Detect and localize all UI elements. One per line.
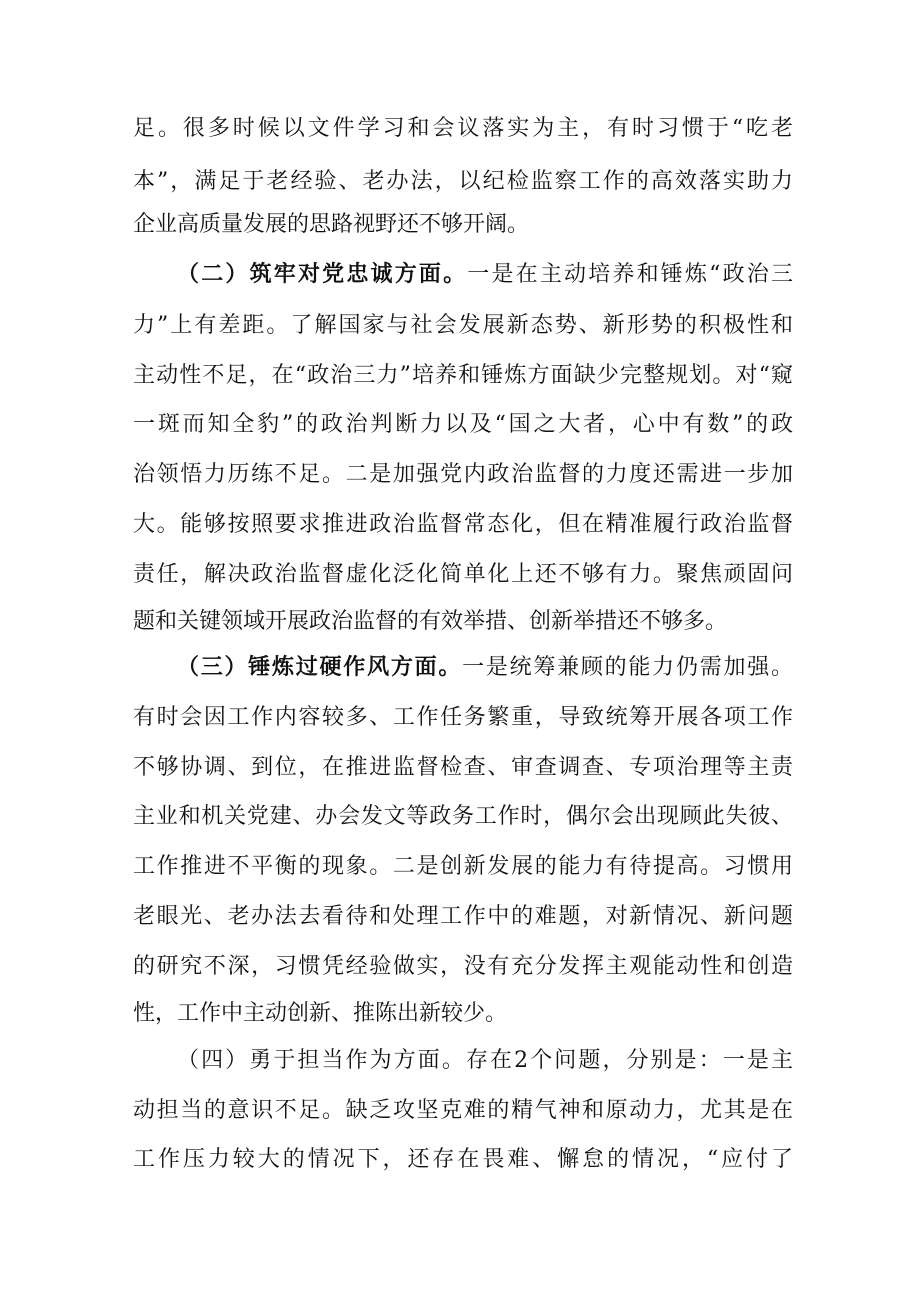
paragraph-3-line-5: 工作推进不平衡的现象。二是创新发展的能力有待提高。习惯用 [133,854,793,879]
paragraph-4-line-1: （四）勇于担当作为方面。存在2个问题，分别是：一是主 [177,1048,793,1073]
paragraph-3-line-7: 的研究不深，习惯凭经验做实，没有充分发挥主观能动性和创造 [133,954,793,979]
paragraph-3-line-4: 主业和机关党建、办会发文等政务工作时，偶尔会出现顾此失彼、 [133,804,793,829]
paragraph-2-line-4: 一斑而知全豹”的政治判断力以及“国之大者，心中有数”的政 [133,412,793,437]
paragraph-2-line-7: 责任，解决政治监督虚化泛化简单化上还不够有力。聚焦顽固问 [133,562,793,587]
paragraph-4-line-3: 工作压力较大的情况下，还存在畏难、懈怠的情况，“应付了 [133,1147,793,1172]
paragraph-1-line-3: 企业高质量发展的思路视野还不够开阔。 [133,212,530,237]
paragraph-3-heading: （三）锤炼过硬作风方面。 [177,655,463,680]
paragraph-2-line-5: 治领悟力历练不足。二是加强党内政治监督的力度还需进一步加 [133,462,793,487]
paragraph-4-line-2: 动担当的意识不足。缺乏攻坚克难的精气神和原动力，尤其是在 [133,1098,793,1123]
paragraph-3-line-3: 不够协调、到位，在推进监督检查、审查调查、专项治理等主责 [133,755,793,780]
paragraph-2-line-6: 大。能够按照要求推进政治监督常态化，但在精准履行政治监督 [133,512,793,537]
paragraph-2-line-2: 力”上有差距。了解国家与社会发展新态势、新形势的积极性和 [133,313,793,338]
paragraph-2-line-3: 主动性不足，在“政治三力”培养和锤炼方面缺少完整规划。对“窥 [133,363,793,388]
paragraph-2-line-8: 题和关键领域开展政治监督的有效举措、创新举措还不够多。 [133,609,728,634]
paragraph-3-line-2: 有时会因工作内容较多、工作任务繁重，导致统筹开展各项工作 [133,705,793,730]
paragraph-2-first-line-text: 一是在主动培养和锤炼“政治三 [467,262,793,287]
paragraph-1-line-1: 足。很多时候以文件学习和会议落实为主，有时习惯于“吃老 [133,116,793,141]
paragraph-3-line-1 [177,651,793,685]
paragraph-2-line-1 [177,258,793,292]
paragraph-3-line-8: 性，工作中主动创新、推陈出新较少。 [133,1001,508,1026]
paragraph-3-first-line-text: 一是统筹兼顾的能力仍需加强。 [462,655,793,680]
paragraph-1-line-2: 本”，满足于老经验、老办法，以纪检监察工作的高效落实助力 [133,169,793,194]
paragraph-2-heading: （二）筑牢对党忠诚方面。 [177,262,468,287]
paragraph-3-line-6: 老眼光、老办法去看待和处理工作中的难题，对新情况、新问题 [133,904,793,929]
